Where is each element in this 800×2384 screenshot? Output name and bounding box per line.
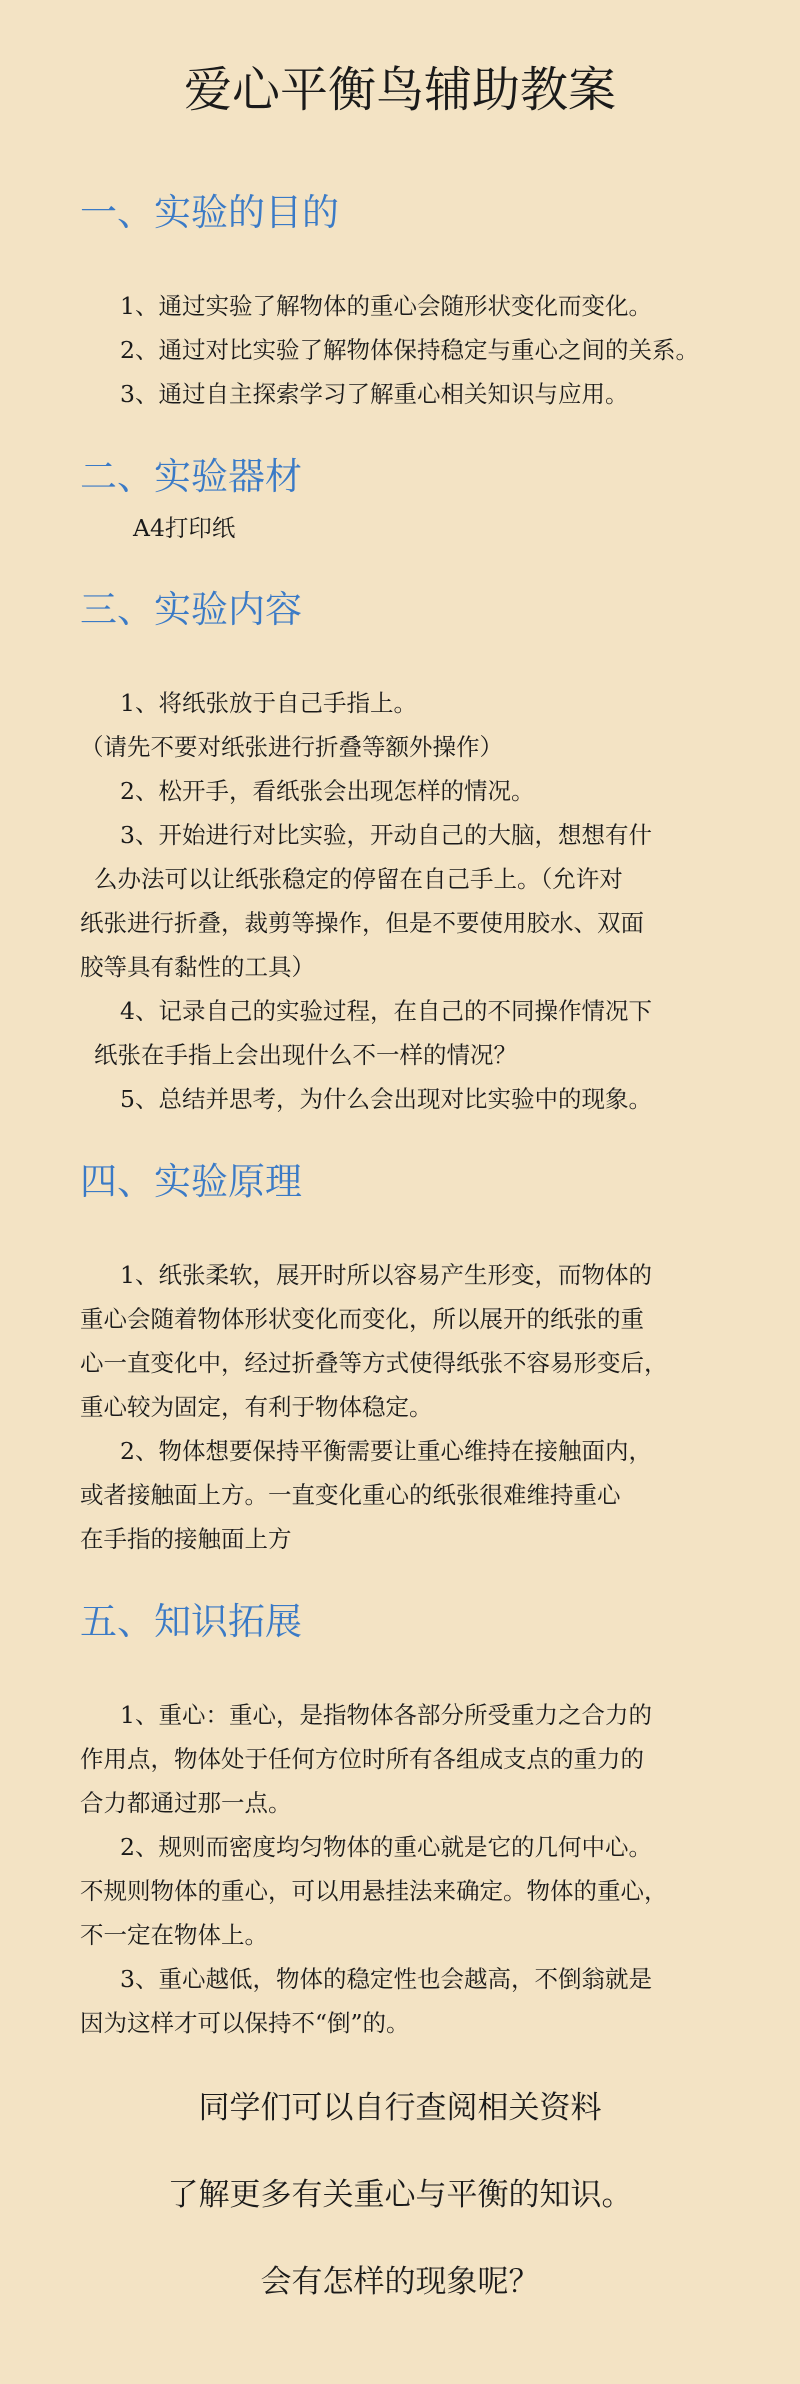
content-line-1: 1、将纸张放于自己手指上。 (120, 689, 417, 717)
materials-line-1: A4打印纸 (133, 514, 236, 542)
content-line-5: 么办法可以让纸张稳定的停留在自己手上。（允许对 (94, 865, 623, 893)
principle-line-2: 重心会随着物体形状变化而变化，所以展开的纸张的重 (80, 1305, 644, 1333)
section-heading-content: 三、实验内容 (80, 588, 302, 631)
footer-line-2: 了解更多有关重心与平衡的知识。 (167, 2177, 633, 2213)
section-heading-materials: 二、实验器材 (80, 455, 302, 498)
content-line-7: 胶等具有黏性的工具） (80, 953, 315, 981)
extension-line-3: 合力都通过那一点。 (80, 1789, 292, 1817)
principle-line-5: 2、物体想要保持平衡需要让重心维持在接触面内， (120, 1437, 652, 1465)
extension-line-2: 作用点，物体处于任何方位时所有各组成支点的重力的 (80, 1745, 644, 1773)
content-line-9: 纸张在手指上会出现什么不一样的情况？ (94, 1041, 517, 1069)
extension-line-7: 3、重心越低，物体的稳定性也会越高，不倒翁就是 (120, 1965, 652, 1993)
principle-line-1: 1、纸张柔软，展开时所以容易产生形变，而物体的 (120, 1261, 652, 1289)
section-heading-principle: 四、实验原理 (80, 1160, 302, 1203)
content-line-2: （请先不要对纸张进行折叠等额外操作） (80, 733, 503, 761)
footer-line-1: 同学们可以自行查阅相关资料 (198, 2090, 602, 2126)
content-line-3: 2、松开手，看纸张会出现怎样的情况。 (120, 777, 535, 805)
section-heading-purpose: 一、实验的目的 (80, 191, 339, 234)
content-line-8: 4、记录自己的实验过程，在自己的不同操作情况下 (120, 997, 652, 1025)
content-line-10: 5、总结并思考，为什么会出现对比实验中的现象。 (120, 1085, 652, 1113)
principle-line-3: 心一直变化中，经过折叠等方式使得纸张不容易形变后， (80, 1349, 668, 1377)
document-title: 爱心平衡鸟辅助教案 (183, 62, 616, 118)
extension-line-1: 1、重心：重心，是指物体各部分所受重力之合力的 (120, 1701, 652, 1729)
section-heading-extension: 五、知识拓展 (80, 1600, 302, 1643)
extension-line-6: 不一定在物体上。 (80, 1921, 268, 1949)
principle-line-6: 或者接触面上方。一直变化重心的纸张很难维持重心 (80, 1481, 621, 1509)
principle-line-7: 在手指的接触面上方 (80, 1525, 292, 1553)
footer-line-3: 会有怎样的现象呢？ (260, 2264, 540, 2300)
extension-line-5: 不规则物体的重心，可以用悬挂法来确定。物体的重心， (80, 1877, 668, 1905)
content-line-4: 3、开始进行对比实验，开动自己的大脑，想想有什 (120, 821, 652, 849)
purpose-line-2: 2、通过对比实验了解物体保持稳定与重心之间的关系。 (120, 336, 699, 364)
principle-line-4: 重心较为固定，有利于物体稳定。 (80, 1393, 433, 1421)
content-line-6: 纸张进行折叠，裁剪等操作，但是不要使用胶水、双面 (80, 909, 644, 937)
extension-line-4: 2、规则而密度均匀物体的重心就是它的几何中心。 (120, 1833, 652, 1861)
extension-line-8: 因为这样才可以保持不“倒”的。 (80, 2009, 410, 2037)
purpose-line-3: 3、通过自主探索学习了解重心相关知识与应用。 (120, 380, 629, 408)
purpose-line-1: 1、通过实验了解物体的重心会随形状变化而变化。 (120, 292, 652, 320)
